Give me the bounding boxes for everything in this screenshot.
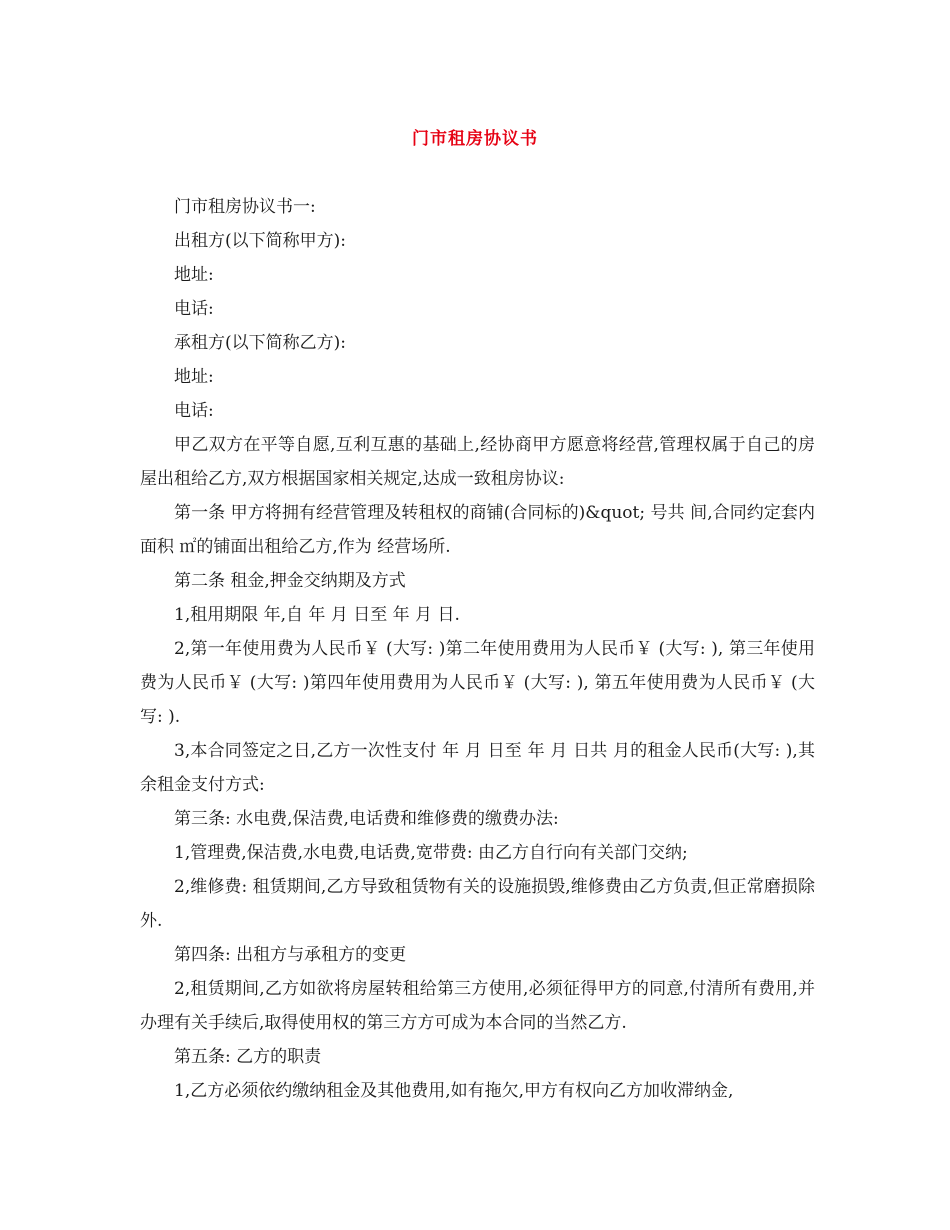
document-title: 门市租房协议书 (412, 129, 538, 149)
paragraph-lessee-address: 地址: (174, 367, 214, 387)
document-body (140, 190, 815, 1108)
paragraph-article-2-item-3: 3,本合同签定之日,乙方一次性支付 年 月 日至 年 月 日共 月的租金人民币(大写: ),其余租金支付方式: (140, 741, 815, 795)
paragraph-article-1: 第一条 甲方将拥有经营管理及转租权的商铺(合同标的)&quot; 号共 间,合同约定套内面积 ㎡的铺面出租给乙方,作为 经营场所. (140, 503, 815, 557)
paragraph-article-4-item-2: 2,租赁期间,乙方如欲将房屋转租给第三方使用,必须征得甲方的同意,付清所有费用,并办理有关手续后,取得使用权的第三方方可成为本合同的当然乙方. (140, 979, 815, 1033)
paragraph-article-2-heading: 第二条 租金,押金交纳期及方式 (174, 571, 406, 591)
paragraph-agreement-heading: 门市租房协议书一: (174, 197, 316, 217)
paragraph-article-2-item-2: 2,第一年使用费为人民币￥ (大写: )第二年使用费用为人民币￥ (大写: ), 第三年使用费为人民币￥ (大写: )第四年使用费用为人民币￥ (大写: ), 第五年使用费为人民币￥ (大写: ). (140, 639, 815, 727)
paragraph-lessor-phone: 电话: (174, 299, 214, 319)
paragraph-lessee-label: 承租方(以下简称乙方): (174, 333, 346, 353)
paragraph-lessor-label: 出租方(以下简称甲方): (174, 231, 346, 251)
paragraph-preamble: 甲乙双方在平等自愿,互利互惠的基础上,经协商甲方愿意将经营,管理权属于自己的房屋出租给乙方,双方根据国家相关规定,达成一致租房协议: (140, 435, 815, 489)
paragraph-article-3-item-2: 2,维修费: 租赁期间,乙方导致租赁物有关的设施损毁,维修费由乙方负责,但正常磨损除外. (140, 877, 815, 931)
paragraph-article-5-heading: 第五条: 乙方的职责 (174, 1047, 322, 1067)
paragraph-article-3-heading: 第三条: 水电费,保洁费,电话费和维修费的缴费办法: (174, 809, 559, 829)
paragraph-article-5-item-1: 1,乙方必须依约缴纳租金及其他费用,如有拖欠,甲方有权向乙方加收滞纳金, (174, 1081, 734, 1101)
paragraph-article-2-item-1: 1,租用期限 年,自 年 月 日至 年 月 日. (174, 605, 460, 625)
paragraph-lessee-phone: 电话: (174, 401, 214, 421)
paragraph-lessor-address: 地址: (174, 265, 214, 285)
paragraph-article-3-item-1: 1,管理费,保洁费,水电费,电话费,宽带费: 由乙方自行向有关部门交纳; (174, 843, 688, 863)
paragraph-article-4-heading: 第四条: 出租方与承租方的变更 (174, 945, 407, 965)
